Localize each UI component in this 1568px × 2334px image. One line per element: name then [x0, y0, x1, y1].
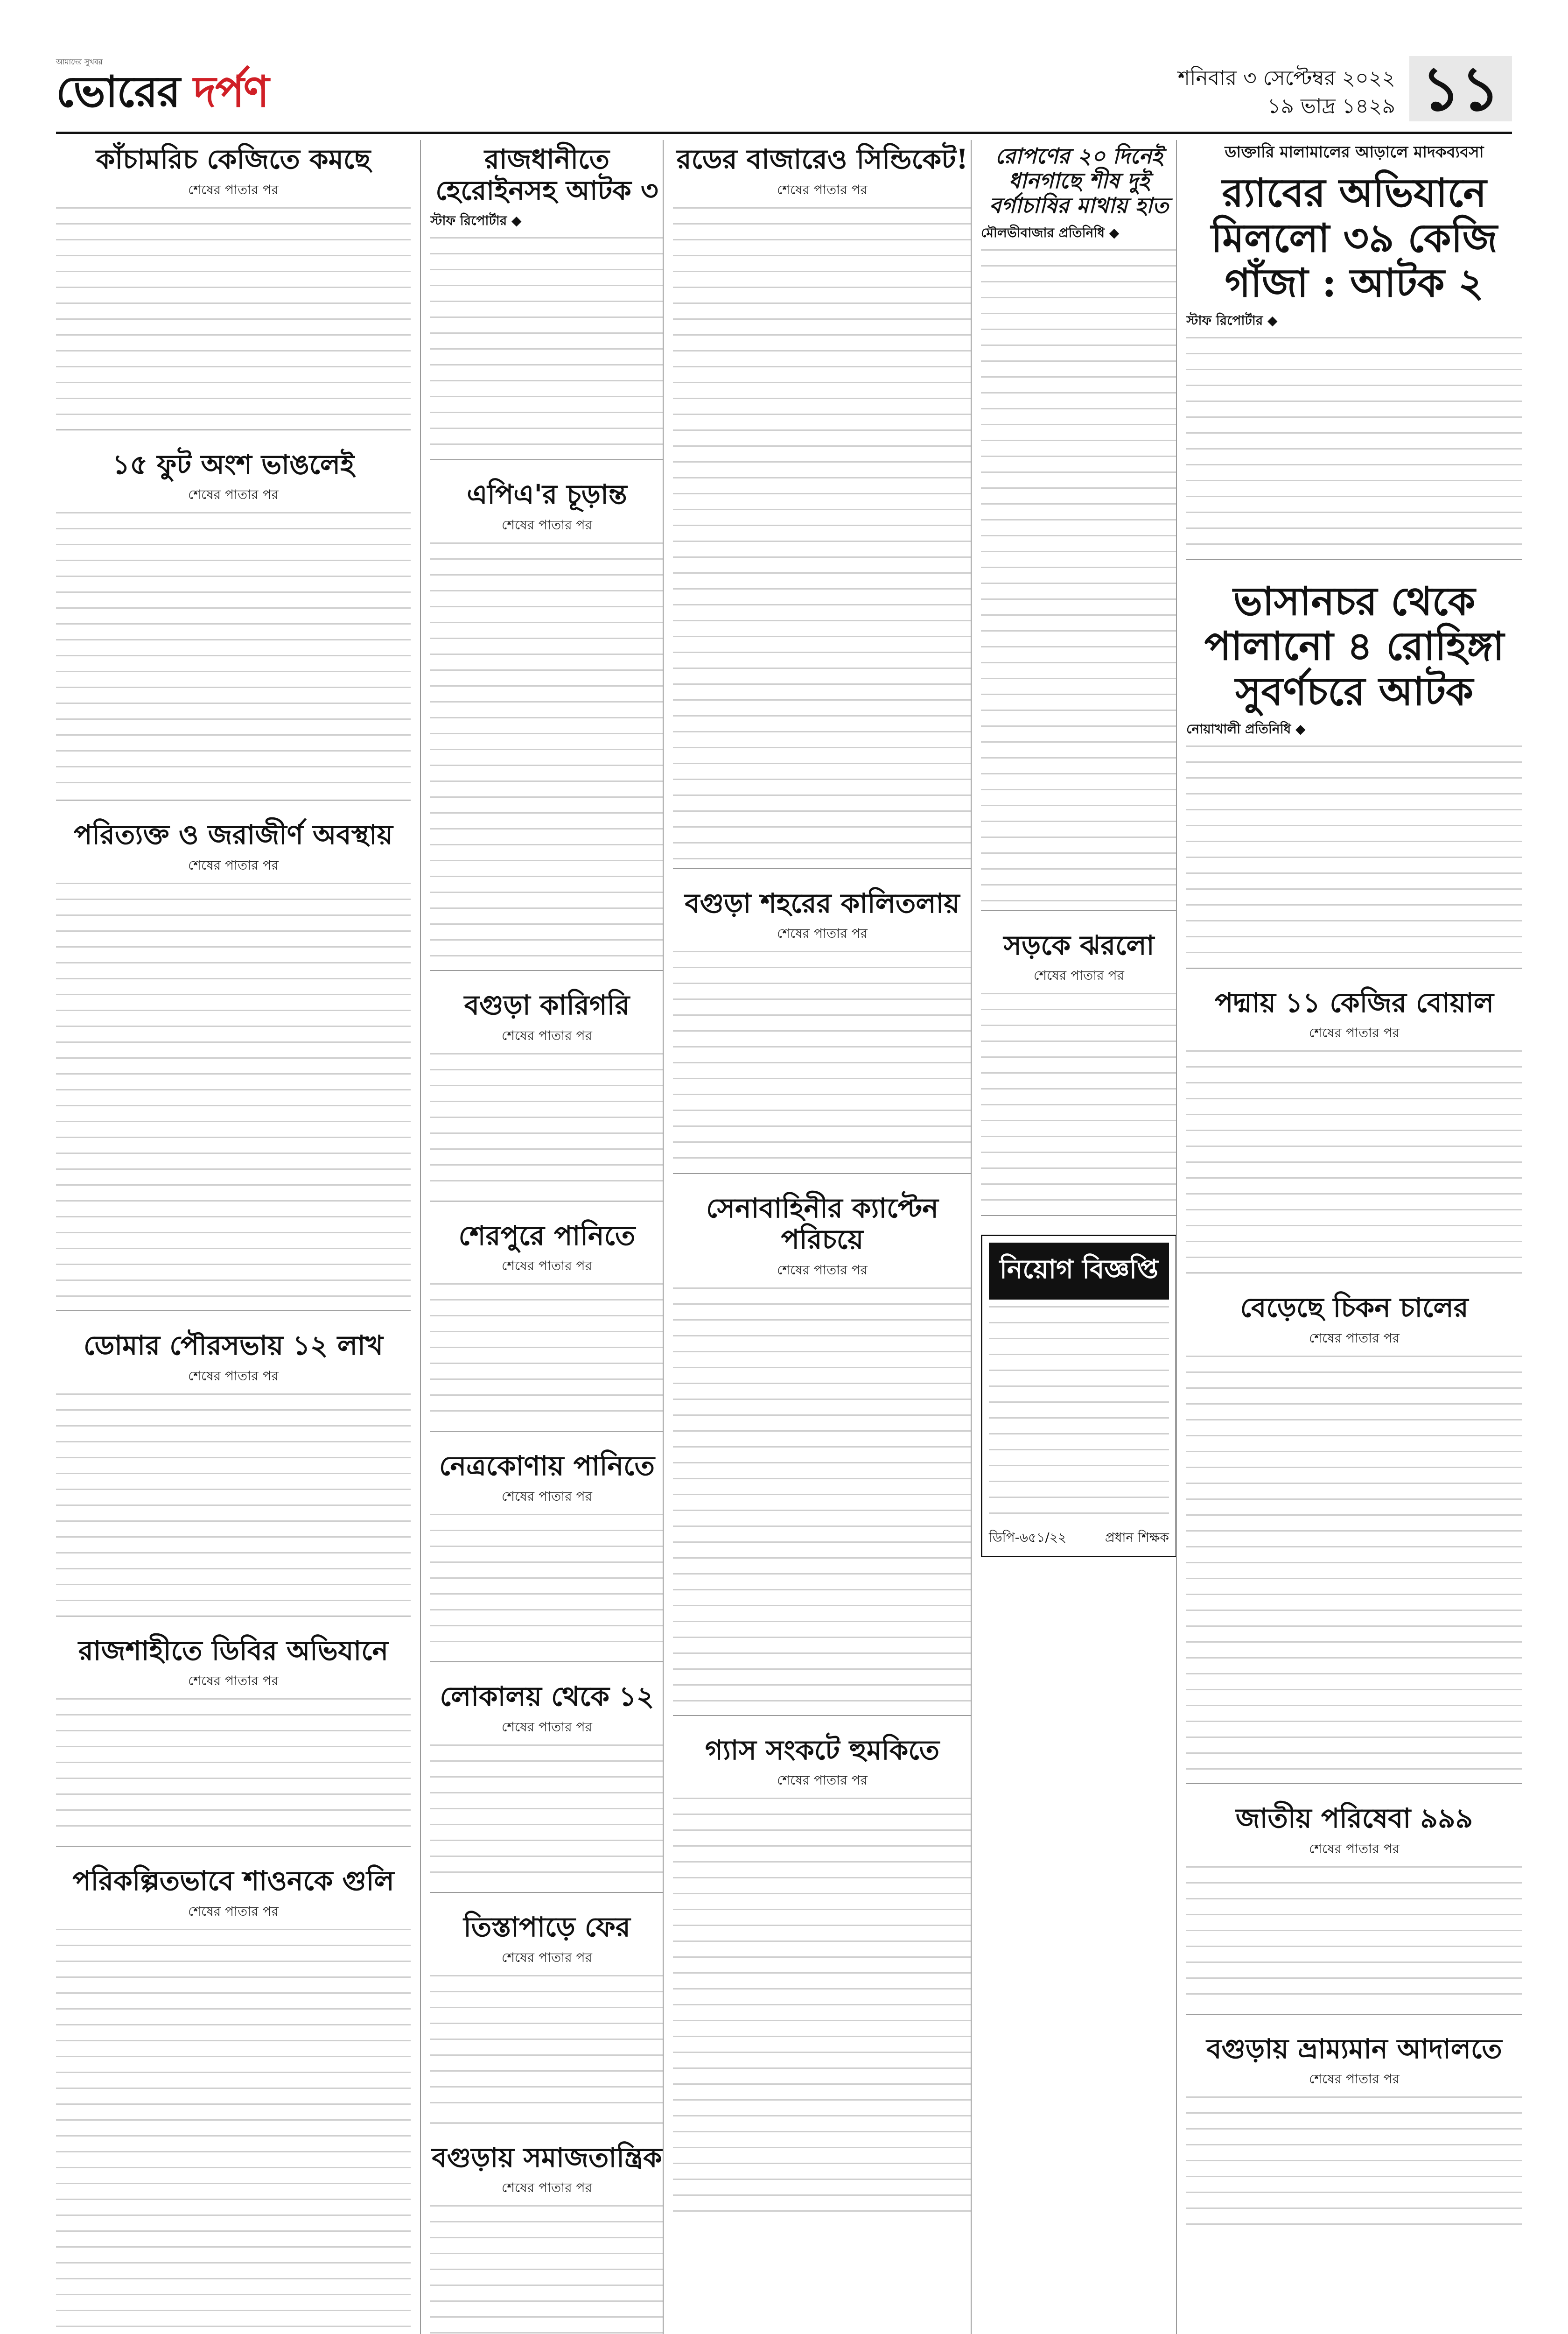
article-body: [673, 1287, 972, 1708]
article: [430, 2142, 664, 2334]
article-kicker: ডাক্তারি মালামালের আড়ালে মাদকব্যবসা: [1225, 143, 1484, 162]
article: [56, 1865, 411, 2334]
article-headline: পদ্মায় ১১ কেজির বোয়াল: [1215, 986, 1494, 1019]
article-headline: কাঁচামরিচ কেজিতে কমছে: [96, 143, 371, 175]
page-number: ১১: [1409, 56, 1512, 121]
article-headline: নেত্রকোণায় পানিতে: [439, 1450, 655, 1482]
column-1: [56, 140, 420, 2334]
article: [1186, 1292, 1522, 1784]
continued-marker: শেষের পাতার পর: [502, 1719, 592, 1735]
ad-signature: প্রধান শিক্ষক: [1105, 1530, 1169, 1546]
article-headline: জাতীয় পরিষেবা ৯৯৯: [1235, 1802, 1473, 1834]
article-body: [1186, 337, 1522, 552]
continued-marker: শেষের পাতার পর: [188, 1368, 279, 1384]
article: [430, 1450, 664, 1662]
continued-marker: শেষের পাতার পর: [1309, 1330, 1400, 1346]
masthead: [56, 53, 1512, 126]
article-headline: রাজধানীতে হেরোইনসহ আটক ৩: [435, 143, 658, 206]
article-body: [430, 1975, 664, 2115]
continued-marker: শেষের পাতার পর: [502, 517, 592, 533]
continued-marker: শেষের পাতার পর: [502, 1258, 592, 1274]
article-body: [430, 2205, 664, 2334]
article-body: [1186, 1356, 1522, 1776]
article-headline: রোপণের ২০ দিনেই ধানগাছে শীষ দুই বর্গাচাষির মাথায় হাত: [989, 143, 1169, 218]
ad-title: নিয়োগ বিজ্ঞপ্তি: [989, 1243, 1169, 1300]
article-headline: পরিকল্পিতভাবে শাওনকে গুলি: [72, 1865, 394, 1897]
article-headline: র‍্যাবের অভিযানে মিললো ৩৯ কেজি গাঁজা : আটক ২: [1211, 169, 1498, 306]
date-gregorian: শনিবার ৩ সেপ্টেম্বর ২০২২: [1177, 66, 1395, 90]
article-body: [673, 951, 972, 1166]
article-body: [981, 249, 1177, 903]
newspaper-logo: [56, 69, 268, 115]
continued-marker: শেষের পাতার পর: [188, 1904, 279, 1919]
article-headline: ডোমার পৌরসভায় ১২ লাখ: [84, 1329, 383, 1362]
continued-marker: শেষের পাতার পর: [502, 2180, 592, 2196]
continued-marker: শেষের পাতার পর: [1034, 968, 1124, 984]
article-headline: বগুড়ায় ভ্রাম্যমান আদালতে: [1206, 2032, 1502, 2065]
article-body: [1186, 2096, 1522, 2236]
continued-marker: শেষের পাতার পর: [777, 182, 868, 197]
article-body: [1186, 1866, 1522, 2006]
article: [1186, 987, 1522, 1274]
article-headline: শেরপুরে পানিতে: [458, 1219, 636, 1251]
continued-marker: শেষের পাতার পর: [1309, 1025, 1400, 1041]
recruitment-advertisement: [981, 1235, 1177, 1557]
article-body: [1186, 1050, 1522, 1265]
article: [430, 144, 664, 460]
article-body: [430, 542, 664, 963]
article-headline: পরিত্যক্ত ও জরাজীর্ণ অবস্থায়: [74, 819, 393, 851]
article: [1186, 579, 1522, 969]
logo-part-right: দর্পণ: [193, 67, 269, 117]
masthead-rule: [56, 132, 1512, 134]
article: [430, 1912, 664, 2123]
article: [673, 1735, 972, 2218]
article-byline: স্টাফ রিপোর্টার ◆: [430, 213, 522, 229]
article-headline: বগুড়ায় সমাজতান্ত্রিক: [432, 2141, 662, 2173]
article-body: [430, 1744, 664, 1884]
article: [981, 144, 1177, 911]
article-headline: তিস্তাপাড়ে ফের: [463, 1911, 630, 1943]
article: [430, 479, 664, 971]
article-headline: সড়কে ঝরলো: [1003, 929, 1155, 961]
article-byline: স্টাফ রিপোর্টার ◆: [1186, 312, 1278, 328]
article-headline: বগুড়া কারিগরি: [464, 989, 630, 1021]
continued-marker: শেষের পাতার পর: [1309, 2071, 1400, 2087]
date-bangla: ১৯ ভাদ্র ১৪২৯: [1267, 94, 1395, 118]
article-body: [430, 1283, 664, 1423]
article-body: [673, 1798, 972, 2218]
continued-marker: শেষের পাতার পর: [777, 1772, 868, 1788]
article: [1186, 140, 1522, 560]
article-body: [56, 207, 411, 422]
article: [1186, 2033, 1522, 2237]
article: [56, 1635, 411, 1847]
article-headline: এপিএ'র চূড়ান্ত: [467, 478, 627, 511]
article-headline: রডের বাজারেও সিন্ডিকেট!: [676, 143, 968, 175]
article: [430, 1681, 664, 1893]
continued-marker: শেষের পাতার পর: [502, 1027, 592, 1043]
article-body: [981, 993, 1177, 1208]
article-body: [673, 207, 972, 861]
article: [56, 1330, 411, 1617]
article-headline: গ্যাস সংকটে হুমকিতে: [705, 1734, 940, 1766]
logo-part-left: ভোরের: [56, 67, 194, 117]
issue-dates: [1178, 64, 1395, 120]
continued-marker: শেষের পাতার পর: [188, 858, 279, 873]
article: [56, 144, 411, 430]
article-body: [430, 1514, 664, 1654]
article-headline: ভাসানচর থেকে পালানো ৪ রোহিঙ্গা সুবর্ণচরে আটক: [1204, 577, 1505, 714]
article-byline: মৌলভীবাজার প্রতিনিধি ◆: [981, 225, 1120, 240]
continued-marker: শেষের পাতার পর: [502, 1489, 592, 1504]
ad-footer: [989, 1527, 1169, 1549]
continued-marker: শেষের পাতার পর: [188, 1673, 279, 1689]
continued-marker: শেষের পাতার পর: [777, 1262, 868, 1278]
continued-marker: শেষের পাতার পর: [188, 182, 279, 197]
article: [673, 888, 972, 1174]
article-byline: নোয়াখালী প্রতিনিধি ◆: [1186, 721, 1306, 737]
article: [430, 1220, 664, 1432]
article-body: [56, 1393, 411, 1608]
article: [981, 930, 1177, 1216]
article-body: [430, 1053, 664, 1193]
article-body: [56, 512, 411, 792]
column-3: [663, 140, 981, 2334]
continued-marker: শেষের পাতার পর: [777, 926, 868, 942]
column-5: [1176, 140, 1522, 2334]
article-body: [56, 1698, 411, 1838]
article-headline: ১৫ ফুট অংশ ভাঙলেই: [112, 448, 355, 480]
continued-marker: শেষের পাতার পর: [1309, 1841, 1400, 1856]
article: [1186, 1803, 1522, 2015]
column-4: [971, 140, 1186, 2334]
ad-reference: ডিপি-৬৫১/২২: [989, 1530, 1067, 1546]
article-headline: লোকালয় থেকে ১২: [440, 1680, 654, 1713]
article-body: [430, 237, 664, 452]
article-headline: বগুড়া শহরের কালিতলায়: [685, 887, 960, 919]
article: [673, 144, 972, 869]
article-body: [1186, 745, 1522, 960]
article-body: [56, 883, 411, 1303]
newspaper-brand: [56, 56, 268, 115]
article-body: [56, 1929, 411, 2334]
ad-body: [989, 1306, 1169, 1521]
article: [673, 1193, 972, 1715]
continued-marker: শেষের পাতার পর: [502, 1949, 592, 1965]
column-2: [420, 140, 673, 2334]
brand-tagline: আমাদের সুখবর: [56, 57, 103, 66]
article: [430, 990, 664, 1202]
article: [56, 819, 411, 1311]
continued-marker: শেষের পাতার পর: [188, 487, 279, 503]
article-headline: বেড়েছে চিকন চালের: [1240, 1292, 1469, 1324]
article-headline: রাজশাহীতে ডিবির অভিযানে: [78, 1634, 389, 1666]
article-headline: সেনাবাহিনীর ক্যাপ্টেন পরিচয়ে: [706, 1192, 938, 1256]
article: [56, 449, 411, 801]
